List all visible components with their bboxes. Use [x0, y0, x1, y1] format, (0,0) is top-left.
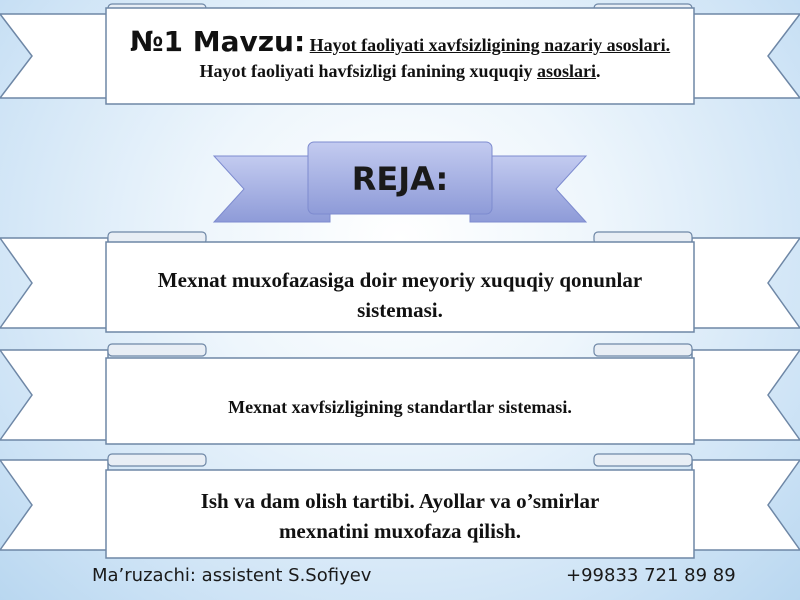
plan-item-1-line1: Mexnat muxofazasiga doir meyoriy xuquqiy qonunlar	[157, 268, 643, 292]
topic-title	[110, 8, 690, 104]
speaker-name: Ma’ruzachi: assistent S.Sofiyev	[92, 565, 372, 586]
plan-item-3-line1: Ish va dam olish tartibi. Ayollar va o’smirlar	[200, 489, 600, 513]
topic-title-period: .	[596, 60, 601, 81]
plan-item-2	[110, 370, 690, 444]
topic-number: №1 Mavzu:	[129, 24, 306, 58]
plan-item-1-line2: sistemasi.	[357, 298, 443, 322]
plan-item-1	[110, 262, 690, 328]
plan-item-3-line2: mexnatini muxofaza qilish.	[278, 519, 522, 543]
topic-title-underlined: Hayot faoliyati xavfsizligining nazariy asoslari.	[309, 34, 671, 55]
phone-number: +99833 721 89 89	[566, 565, 736, 586]
topic-title-rest: Hayot faoliyati havfsizligi fanining xuquqiy	[199, 60, 538, 81]
topic-title-last: asoslari	[537, 60, 597, 81]
reja-heading: REJA:	[351, 160, 449, 198]
plan-item-3	[110, 478, 690, 554]
plan-item-2-line1: Mexnat xavfsizligining standartlar sistemasi.	[228, 396, 572, 417]
